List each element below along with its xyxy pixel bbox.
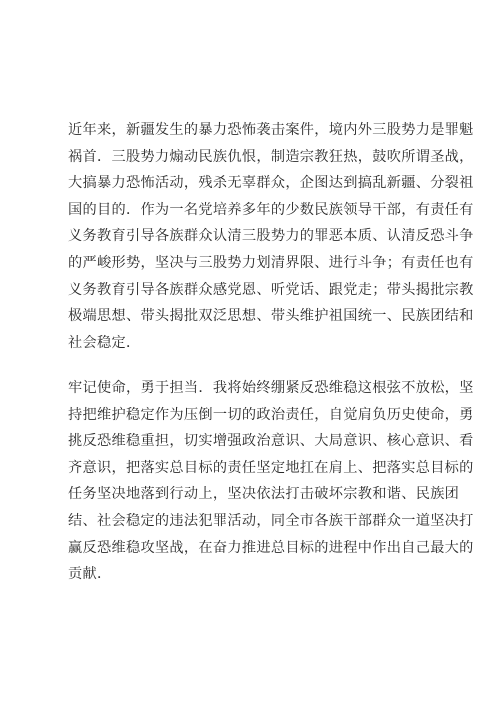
- paragraph-line: 挑反恐维稳重担，切实增强政治意识、大局意识、核心意识、看: [68, 433, 474, 450]
- paragraph-2: [68, 375, 474, 588]
- paragraph-line: 国的目的．作为一名党培养多年的少数民族领导干部，有责任有: [68, 201, 474, 218]
- paragraph-1: [68, 117, 474, 356]
- paragraph-line: 大搞暴力恐怖活动，残杀无辜群众，企图达到搞乱新疆、分裂祖: [68, 175, 474, 192]
- paragraph-line: 持把维护稳定作为压倒一切的政治责任，自觉肩负历史使命，勇: [68, 406, 474, 423]
- paragraph-line: 赢反恐维稳攻坚战，在奋力推进总目标的进程中作出自己最大的: [68, 539, 474, 556]
- paragraph-line: 结、社会稳定的违法犯罪活动，同全市各族干部群众一道坚决打: [68, 512, 474, 529]
- paragraph-line: 极端思想、带头揭批双泛思想、带头维护祖国统一、民族团结和: [68, 308, 474, 325]
- paragraph-line: 义务教育引导各族群众认清三股势力的罪恶本质、认清反恐斗争: [68, 228, 474, 245]
- paragraph-line: 近年来，新疆发生的暴力恐怖袭击案件，境内外三股势力是罪魁: [68, 122, 474, 138]
- paragraph-line: 齐意识，把落实总目标的责任坚定地扛在肩上、把落实总目标的: [68, 459, 474, 476]
- paragraph-line: 社会稳定．: [68, 334, 141, 351]
- paragraph-line: 祸首．三股势力煽动民族仇恨，制造宗教狂热，鼓吹所谓圣战，: [68, 148, 474, 165]
- paragraph-line: 牢记使命，勇于担当．我将始终绷紧反恐维稳这根弦不放松，坚: [68, 380, 474, 396]
- paragraph-line: 贡献．: [68, 566, 112, 583]
- paragraph-line: 义务教育引导各族群众感党恩、听党话、跟党走；带头揭批宗教: [68, 281, 474, 298]
- paragraph-line: 的严峻形势，坚决与三股势力划清界限、进行斗争；有责任也有: [68, 254, 474, 271]
- paragraph-line: 任务坚决地落到行动上，坚决依法打击破坏宗教和谐、民族团: [68, 486, 460, 503]
